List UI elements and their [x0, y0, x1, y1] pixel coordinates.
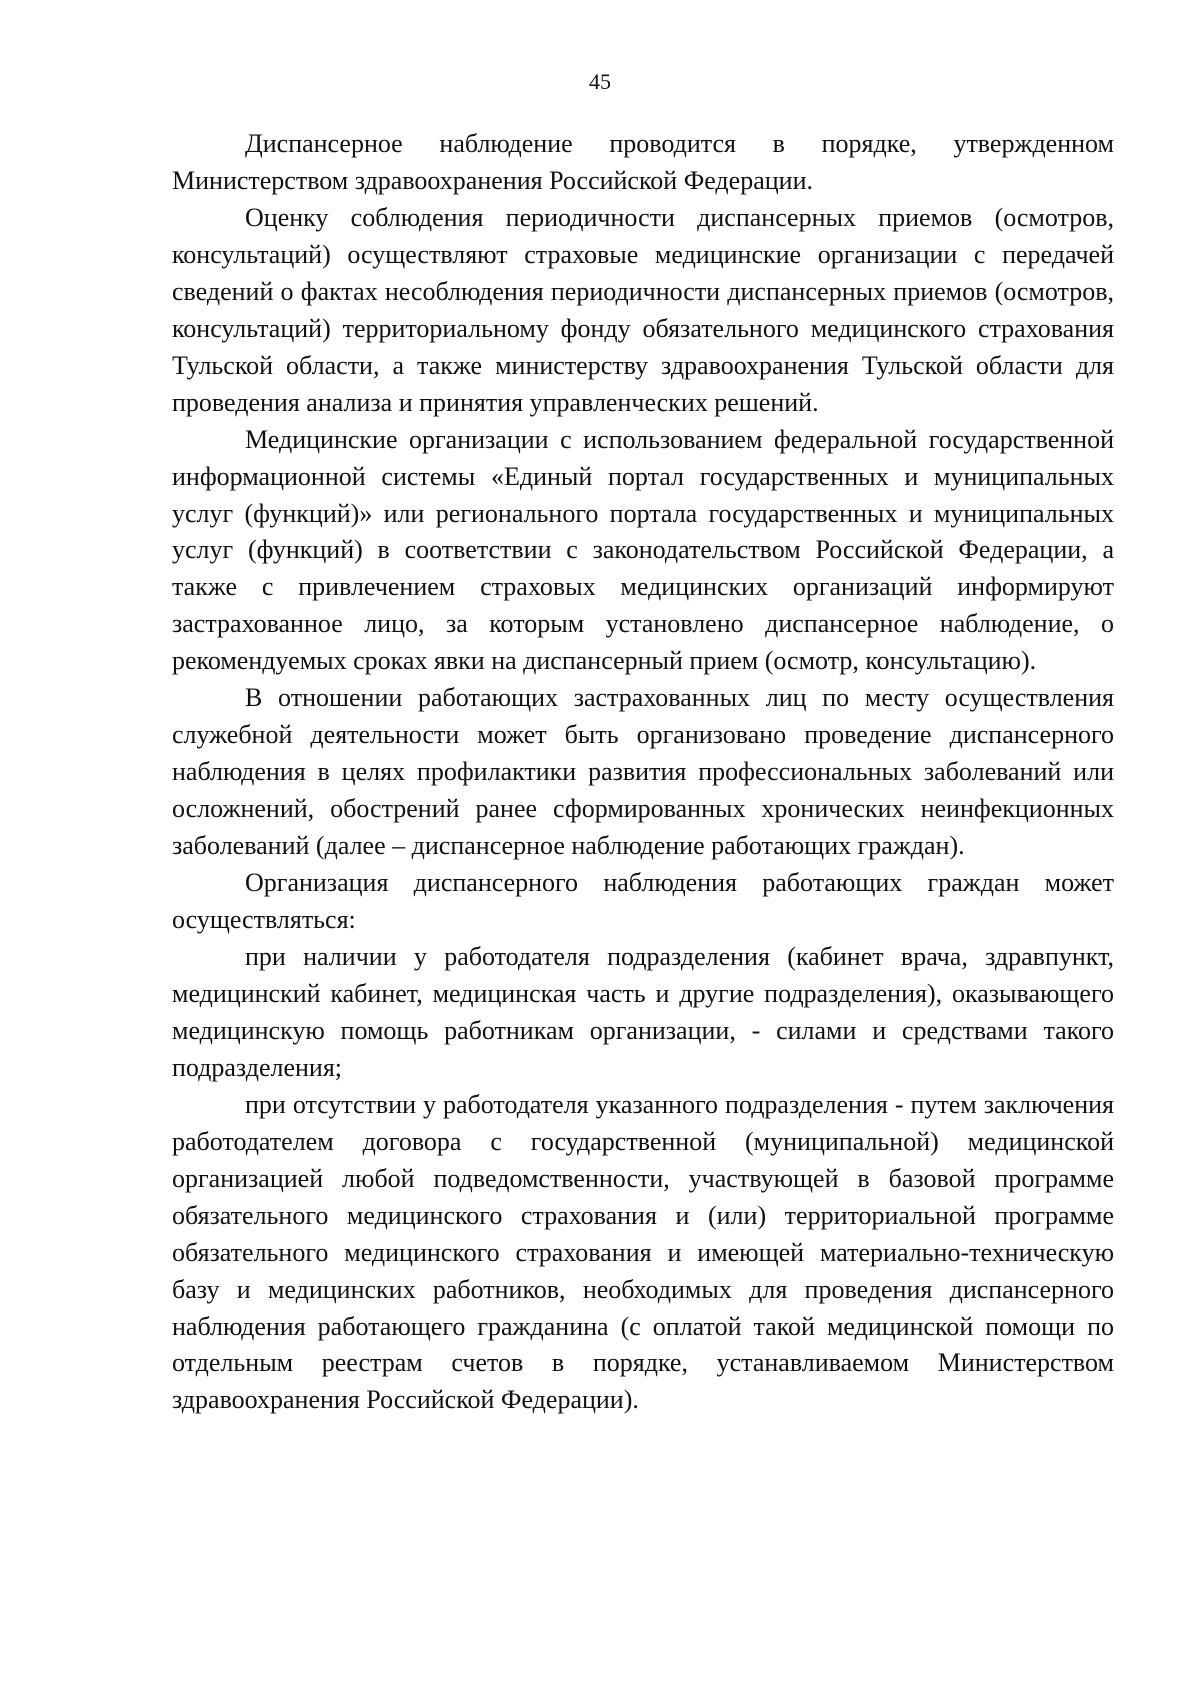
paragraph-employer-unit-absent: при отсутствии у работодателя указанного подразделения - путем заключения работодателем договора с государственной (муниципальной) медицинской организацией любой подведомственности, участвующей в базовой программе обязательного медицинского страхования и (или) территориальной программе обязательного медицинского страхования и имеющей материально-техническую базу и медицинских работников, необходимых для проведения диспансерного наблюдения работающего гражданина (с оплатой такой медицинской помощи по отдельным реестрам счетов в порядке, устанавливаемом Министерством здравоохранения Российской Федерации). — [172, 1089, 1114, 1415]
document-body — [172, 126, 1114, 1419]
paragraph-working-insured: В отношении работающих застрахованных лиц по месту осуществления служебной деятельности может быть организовано проведение диспансерного наблюдения в целях профилактики развития профессиональных заболеваний или осложнений, обострений ранее сформированных хронических неинфекционных заболеваний (далее – диспансерное наблюдение работающих граждан). — [172, 683, 1114, 861]
paragraph-employer-unit-present: при наличии у работодателя подразделения (кабинет врача, здравпункт, медицинский кабинет, медицинская часть и другие подразделения), оказывающего медицинскую помощь работникам организации, - силами и средствами такого подразделения; — [172, 941, 1114, 1082]
paragraph-dispensary-order: Диспансерное наблюдение проводится в порядке, утвержденном Министерством здравоохранения Российской Федерации. — [172, 129, 1114, 195]
paragraph-patient-notification: Медицинские организации с использованием федеральной государственной информационной системы «Единый портал государственных и муниципальных услуг (функций)» или регионального портала государственных и муниципальных услуг (функций) в соответствии с законодательством Российской Федерации, а также с привлечением страховых медицинских организаций информируют застрахованное лицо, за которым установлено диспансерное наблюдение, о рекомендуемых сроках явки на диспансерный прием (осмотр, консультацию). — [172, 424, 1114, 676]
page-number: 45 — [589, 69, 611, 94]
paragraph-periodicity-assessment: Оценку соблюдения периодичности диспансерных приемов (осмотров, консультаций) осуществляют страховые медицинские организации с передачей сведений о фактах несоблюдения периодичности диспансерных приемов (осмотров, консультаций) территориальному фонду обязательного медицинского страхования Тульской области, а также министерству здравоохранения Тульской области для проведения анализа и принятия управленческих решений. — [172, 202, 1114, 417]
paragraph-organization-intro: Организация диспансерного наблюдения работающих граждан может осуществляться: — [172, 868, 1114, 935]
